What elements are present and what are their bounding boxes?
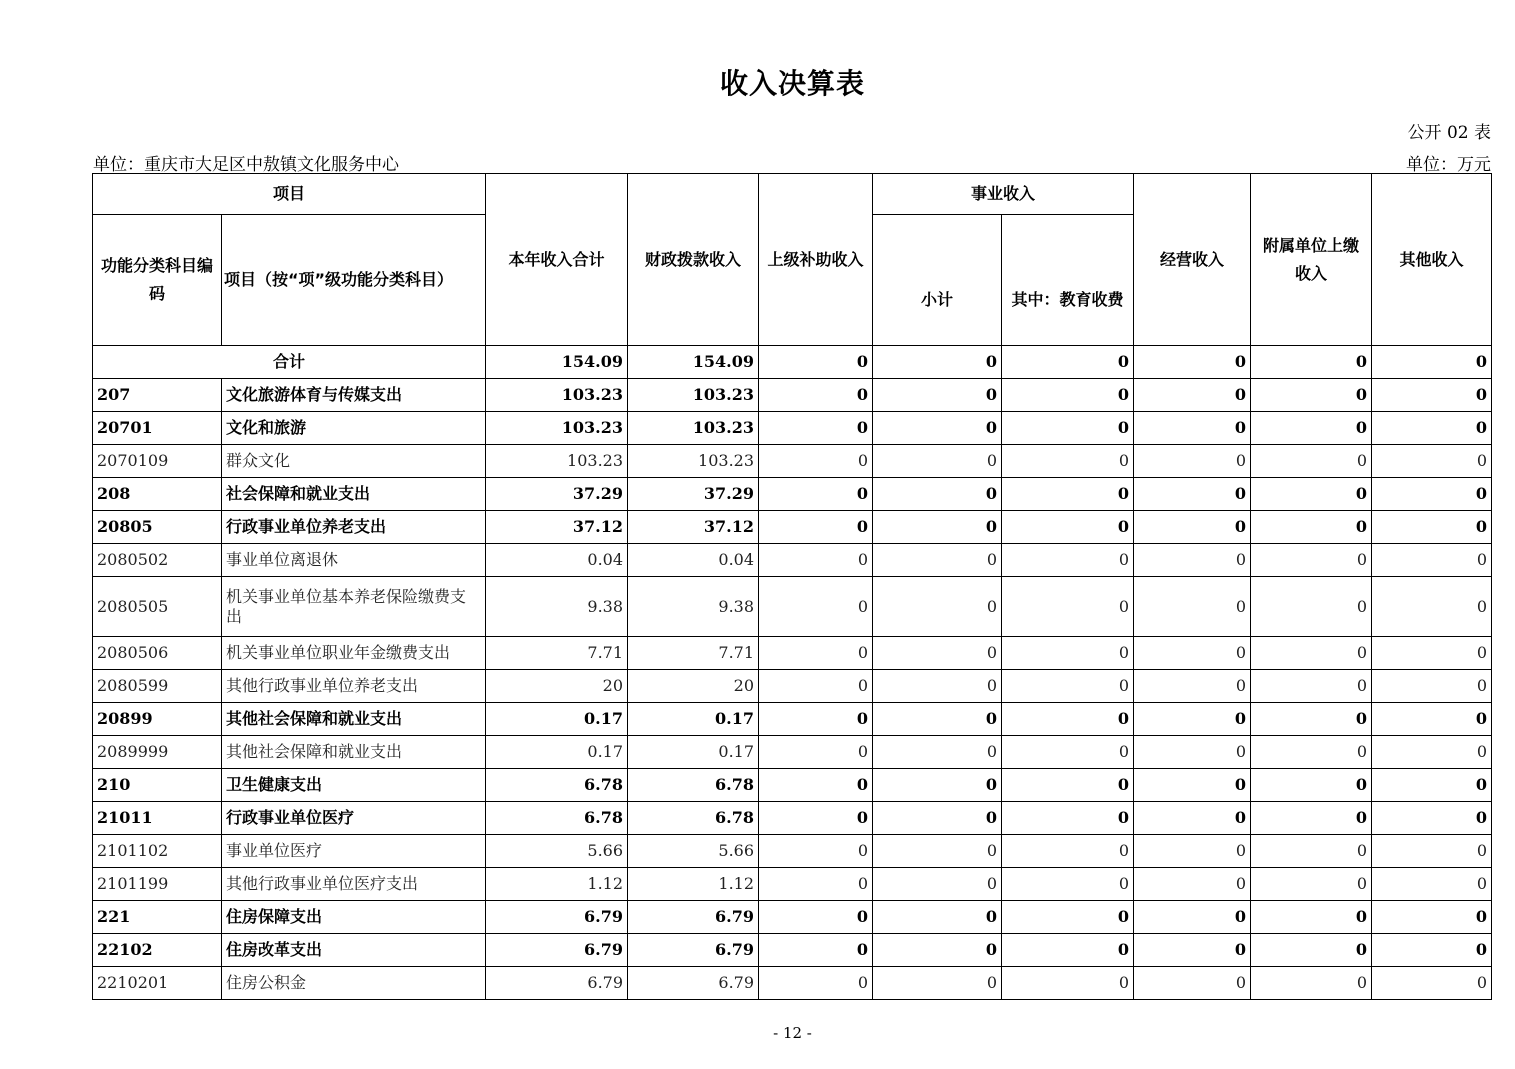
row-code: 2080599 [93,670,222,703]
row-value: 0 [1251,478,1372,511]
row-name: 卫生健康支出 [222,769,486,802]
row-value: 0 [1372,445,1492,478]
row-value: 103.23 [486,412,628,445]
row-value: 0 [873,868,1002,901]
row-value: 0 [759,577,873,637]
table-row [93,511,1492,544]
row-name: 机关事业单位职业年金缴费支出 [222,637,486,670]
header-business-income: 事业收入 [873,174,1134,215]
row-code: 221 [93,901,222,934]
row-value: 0 [1134,934,1251,967]
row-value: 0.17 [486,736,628,769]
row-value: 0 [1134,967,1251,1000]
row-name: 行政事业单位养老支出 [222,511,486,544]
row-value: 5.66 [486,835,628,868]
row-value: 0 [873,511,1002,544]
row-value: 0 [759,769,873,802]
row-value: 0 [1251,967,1372,1000]
row-value: 0 [873,478,1002,511]
row-code: 2080505 [93,577,222,637]
row-value: 0 [1134,478,1251,511]
row-name: 其他行政事业单位养老支出 [222,670,486,703]
row-code: 2070109 [93,445,222,478]
total-value: 0 [1372,346,1492,379]
row-value: 6.79 [486,901,628,934]
row-value: 37.12 [628,511,759,544]
row-code: 2101102 [93,835,222,868]
row-code: 20701 [93,412,222,445]
row-value: 0 [873,703,1002,736]
row-value: 103.23 [628,379,759,412]
row-value: 6.78 [628,802,759,835]
table-row [93,967,1492,1000]
row-value: 0 [1134,769,1251,802]
row-value: 6.79 [628,901,759,934]
row-value: 0.17 [486,703,628,736]
table-row [93,802,1492,835]
row-value: 0 [873,901,1002,934]
row-value: 0 [1002,478,1134,511]
row-name: 机关事业单位基本养老保险缴费支出 [222,577,486,637]
row-value: 0 [1002,802,1134,835]
row-value: 0 [759,967,873,1000]
table-header [93,174,1492,346]
row-value: 20 [486,670,628,703]
total-label: 合计 [93,346,486,379]
row-name: 其他社会保障和就业支出 [222,736,486,769]
row-name: 事业单位离退休 [222,544,486,577]
row-value: 0 [759,511,873,544]
table-row [93,412,1492,445]
row-value: 0 [759,445,873,478]
row-value: 1.12 [486,868,628,901]
total-value: 0 [1134,346,1251,379]
row-value: 0 [1002,379,1134,412]
row-value: 0 [1251,934,1372,967]
row-value: 0.04 [486,544,628,577]
total-value: 0 [873,346,1002,379]
row-value: 0 [1251,637,1372,670]
row-value: 0 [1002,445,1134,478]
row-value: 6.79 [486,967,628,1000]
row-value: 0 [1251,445,1372,478]
row-name: 事业单位医疗 [222,835,486,868]
row-value: 6.79 [486,934,628,967]
row-code: 22102 [93,934,222,967]
row-value: 0 [1002,901,1134,934]
row-value: 0 [759,802,873,835]
row-value: 0 [1134,703,1251,736]
row-value: 0 [759,379,873,412]
row-value: 0 [1372,511,1492,544]
row-code: 2101199 [93,868,222,901]
row-code: 210 [93,769,222,802]
header-subtotal: 小计 [873,215,1002,346]
row-value: 0 [873,967,1002,1000]
row-value: 0 [1372,868,1492,901]
table-row [93,670,1492,703]
row-value: 0 [1251,736,1372,769]
row-name: 行政事业单位医疗 [222,802,486,835]
header-code: 功能分类科目编码 [93,215,222,346]
row-value: 0 [1372,577,1492,637]
header-other: 其他收入 [1372,174,1492,346]
row-value: 0 [1002,868,1134,901]
row-value: 0 [1002,736,1134,769]
row-value: 0 [873,445,1002,478]
row-value: 0 [1251,802,1372,835]
row-value: 0 [1002,769,1134,802]
row-value: 0 [873,835,1002,868]
row-value: 37.29 [628,478,759,511]
row-value: 7.71 [486,637,628,670]
row-value: 0 [1002,703,1134,736]
header-superior: 上级补助收入 [759,174,873,346]
row-code: 2089999 [93,736,222,769]
row-value: 0 [1134,835,1251,868]
row-value: 0 [1002,511,1134,544]
row-code: 21011 [93,802,222,835]
row-value: 9.38 [628,577,759,637]
row-name: 住房公积金 [222,967,486,1000]
row-value: 0 [759,703,873,736]
table-row [93,835,1492,868]
row-value: 0 [1134,901,1251,934]
row-value: 0 [759,670,873,703]
row-value: 0 [1134,445,1251,478]
row-code: 2080506 [93,637,222,670]
table-row [93,703,1492,736]
row-name: 文化和旅游 [222,412,486,445]
header-project: 项目 [93,174,486,215]
row-value: 0 [1134,802,1251,835]
row-value: 103.23 [486,379,628,412]
unit-organization: 单位：重庆市大足区中敖镇文化服务中心 [93,155,399,175]
row-value: 0 [873,379,1002,412]
row-value: 0 [873,412,1002,445]
form-number: 公开 02 表 [1407,123,1491,143]
row-value: 0 [1002,670,1134,703]
row-value: 0.17 [628,703,759,736]
row-value: 103.23 [486,445,628,478]
row-value: 0 [873,934,1002,967]
row-value: 0 [759,637,873,670]
row-value: 0 [1002,637,1134,670]
row-value: 37.12 [486,511,628,544]
row-code: 20805 [93,511,222,544]
row-value: 0 [1372,967,1492,1000]
total-row [93,346,1492,379]
row-value: 0 [873,736,1002,769]
row-value: 0 [759,934,873,967]
row-value: 7.71 [628,637,759,670]
row-value: 0 [1251,835,1372,868]
row-value: 0 [1134,379,1251,412]
table-row [93,736,1492,769]
table-row [93,544,1492,577]
row-value: 0 [1372,703,1492,736]
row-value: 0 [1134,511,1251,544]
row-value: 0 [1372,478,1492,511]
unit-currency: 单位：万元 [1406,155,1491,175]
table-row [93,637,1492,670]
table-row [93,445,1492,478]
row-value: 0 [1372,769,1492,802]
row-value: 0 [1251,901,1372,934]
row-name: 群众文化 [222,445,486,478]
table-row [93,577,1492,637]
row-value: 0 [759,736,873,769]
table-row [93,901,1492,934]
header-operating: 经营收入 [1134,174,1251,346]
row-value: 0 [1372,637,1492,670]
row-value: 103.23 [628,412,759,445]
row-value: 0 [1134,637,1251,670]
total-value: 0 [1002,346,1134,379]
row-value: 0 [759,544,873,577]
row-name: 其他社会保障和就业支出 [222,703,486,736]
row-value: 9.38 [486,577,628,637]
table-row [93,769,1492,802]
row-value: 0 [759,835,873,868]
row-value: 0 [1372,736,1492,769]
row-value: 6.78 [486,802,628,835]
row-value: 0 [759,412,873,445]
row-value: 0 [1134,577,1251,637]
row-value: 0 [1002,934,1134,967]
row-value: 0 [1251,868,1372,901]
row-value: 0 [1251,379,1372,412]
row-value: 0 [1002,577,1134,637]
table-row [93,934,1492,967]
row-name: 其他行政事业单位医疗支出 [222,868,486,901]
row-value: 0 [873,802,1002,835]
row-value: 0 [1134,412,1251,445]
row-value: 0 [1372,901,1492,934]
row-value: 0 [1251,511,1372,544]
row-value: 0 [1134,736,1251,769]
row-value: 0 [1002,967,1134,1000]
row-value: 0 [873,670,1002,703]
row-value: 0.17 [628,736,759,769]
row-value: 0 [1372,670,1492,703]
row-value: 0 [873,577,1002,637]
row-name: 社会保障和就业支出 [222,478,486,511]
row-value: 0 [1372,412,1492,445]
row-value: 0 [1372,379,1492,412]
row-value: 6.78 [628,769,759,802]
row-value: 0 [1372,802,1492,835]
row-value: 0 [759,868,873,901]
row-value: 6.78 [486,769,628,802]
header-education: 其中：教育收费 [1002,215,1134,346]
row-value: 0 [873,637,1002,670]
total-value: 154.09 [628,346,759,379]
row-value: 0 [759,901,873,934]
row-value: 0 [873,769,1002,802]
row-value: 5.66 [628,835,759,868]
page-number: - 12 - [773,1024,812,1042]
row-name: 住房改革支出 [222,934,486,967]
row-code: 2080502 [93,544,222,577]
row-value: 1.12 [628,868,759,901]
row-value: 0 [1251,412,1372,445]
row-value: 0 [1134,670,1251,703]
row-name: 住房保障支出 [222,901,486,934]
row-value: 0 [1251,703,1372,736]
total-value: 154.09 [486,346,628,379]
row-value: 20 [628,670,759,703]
header-total-income: 本年收入合计 [486,174,628,346]
row-value: 0 [1251,769,1372,802]
row-value: 0 [1251,577,1372,637]
row-value: 0 [1002,412,1134,445]
row-value: 0 [1372,544,1492,577]
row-name: 文化旅游体育与传媒支出 [222,379,486,412]
row-value: 0 [1372,835,1492,868]
row-value: 0.04 [628,544,759,577]
row-value: 6.79 [628,934,759,967]
row-value: 0 [1251,544,1372,577]
row-value: 6.79 [628,967,759,1000]
total-value: 0 [1251,346,1372,379]
table-row [93,868,1492,901]
row-value: 0 [1002,544,1134,577]
header-name: 项目（按“项”级功能分类科目） [222,215,486,346]
row-value: 0 [873,544,1002,577]
row-code: 208 [93,478,222,511]
row-code: 2210201 [93,967,222,1000]
row-value: 0 [1134,544,1251,577]
row-code: 20899 [93,703,222,736]
row-value: 0 [759,478,873,511]
row-value: 0 [1002,835,1134,868]
row-value: 0 [1251,670,1372,703]
header-affiliated: 附属单位上缴收入 [1251,174,1372,346]
row-code: 207 [93,379,222,412]
row-value: 103.23 [628,445,759,478]
total-value: 0 [759,346,873,379]
row-value: 0 [1134,868,1251,901]
row-value: 0 [1372,934,1492,967]
table-row [93,478,1492,511]
income-table [92,173,1492,1000]
table-row [93,379,1492,412]
page-title: 收入决算表 [719,67,865,100]
header-fiscal: 财政拨款收入 [628,174,759,346]
row-value: 37.29 [486,478,628,511]
